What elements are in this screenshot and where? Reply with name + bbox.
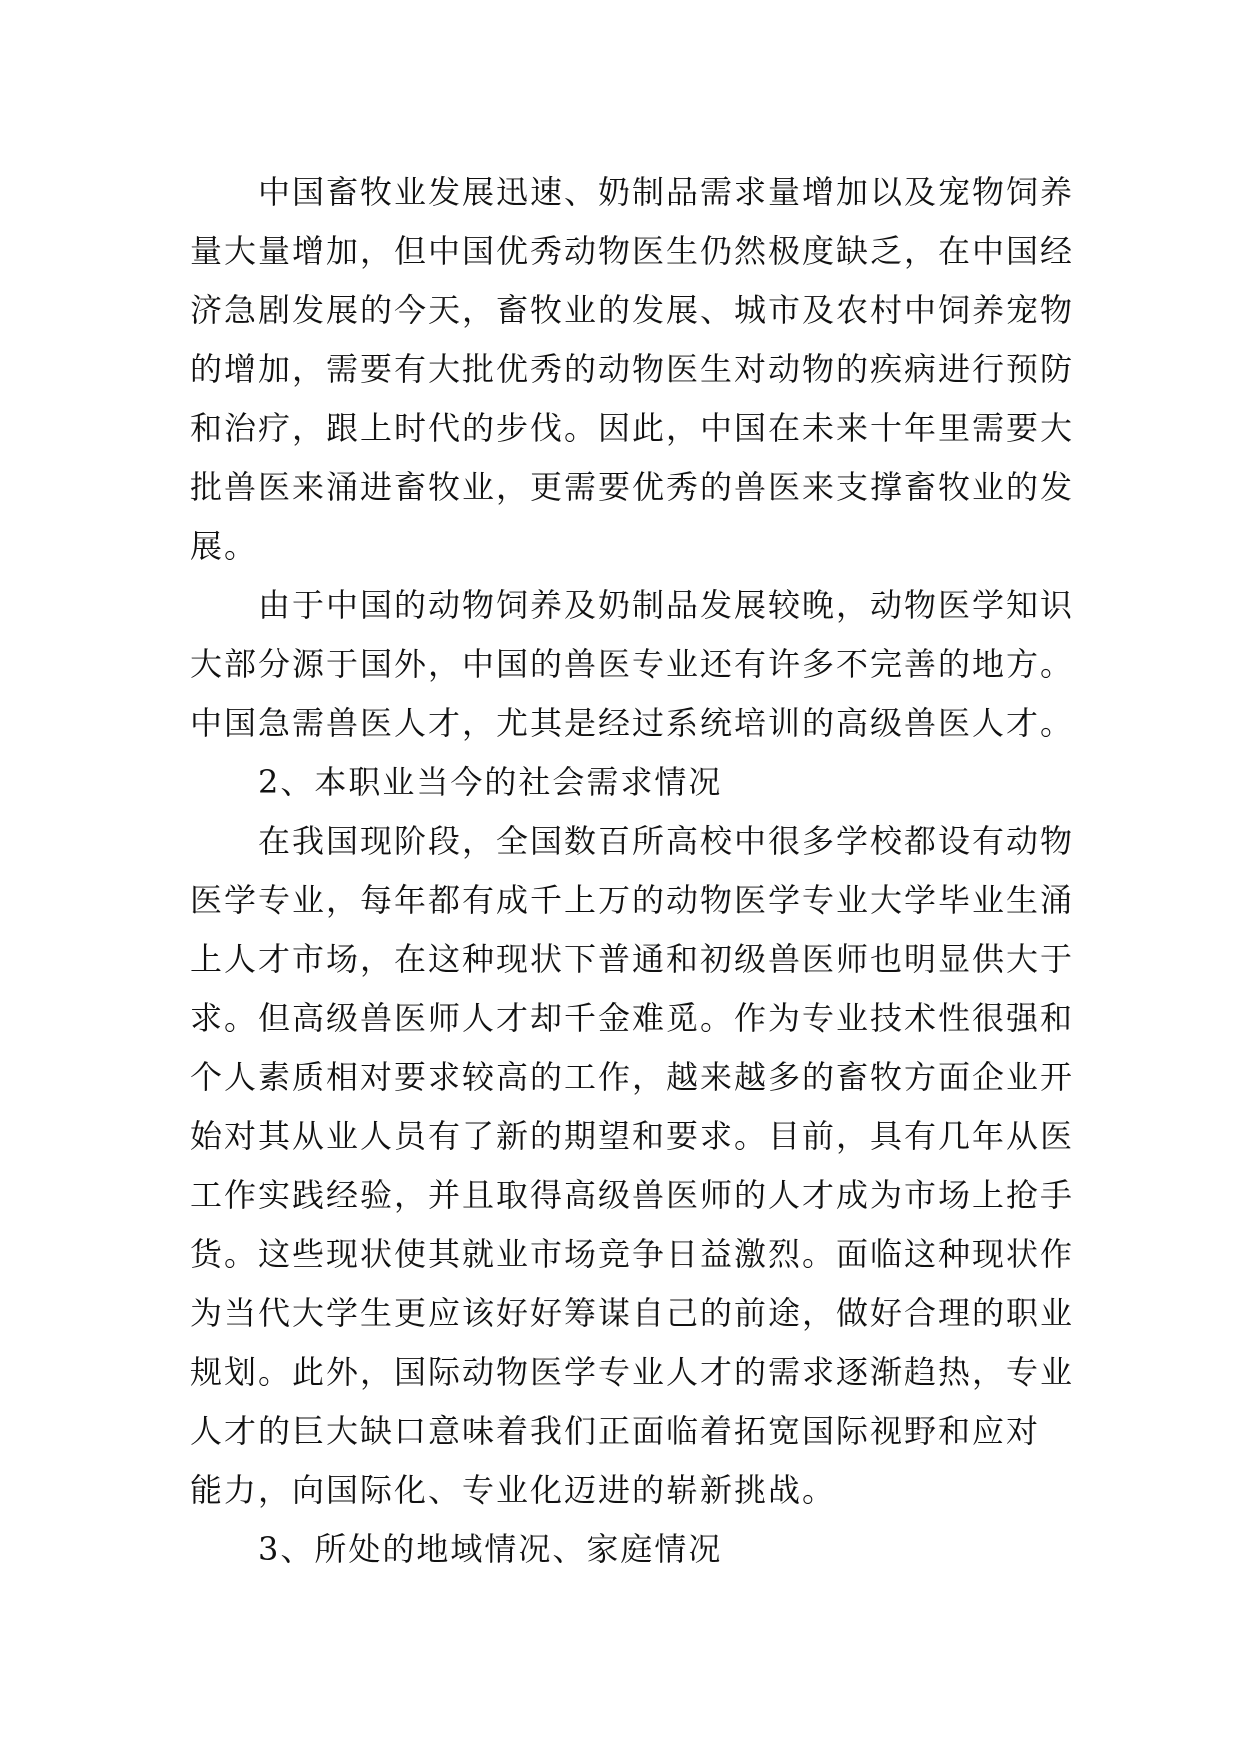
text-line: 能力，向国际化、专业化迈进的崭新挑战。 bbox=[190, 1471, 837, 1509]
section-heading-region-family bbox=[190, 1520, 1090, 1579]
text-line: 批兽医来涌进畜牧业，更需要优秀的兽医来支撑畜牧业的发 bbox=[190, 468, 1075, 506]
text-line: 中国畜牧业发展迅速、奶制品需求量增加以及宠物饲养 bbox=[258, 173, 1075, 211]
text-line: 工作实践经验，并且取得高级兽医师的人才成为市场上抢手 bbox=[190, 1176, 1075, 1214]
document-body bbox=[190, 163, 1090, 1579]
text-line: 始对其从业人员有了新的期望和要求。目前，具有几年从医 bbox=[190, 1117, 1075, 1155]
text-line: 量大量增加，但中国优秀动物医生仍然极度缺乏，在中国经 bbox=[190, 232, 1075, 270]
paragraph-livestock-growth bbox=[190, 163, 1090, 576]
text-line: 货。这些现状使其就业市场竞争日益激烈。面临这种现状作 bbox=[190, 1235, 1075, 1273]
text-line: 人才的巨大缺口意味着我们正面临着拓宽国际视野和应对 bbox=[190, 1412, 1041, 1450]
text-line: 为当代大学生更应该好好筹谋自己的前途，做好合理的职业 bbox=[190, 1294, 1075, 1332]
text-line: 中国急需兽医人才，尤其是经过系统培训的高级兽医人才。 bbox=[190, 704, 1075, 742]
text-line: 规划。此外，国际动物医学专业人才的需求逐渐趋热，专业 bbox=[190, 1353, 1075, 1391]
text-line: 上人才市场，在这种现状下普通和初级兽医师也明显供大于 bbox=[190, 940, 1075, 978]
heading-text: 2、本职业当今的社会需求情况 bbox=[258, 763, 723, 801]
paragraph-vet-shortage bbox=[190, 576, 1090, 753]
text-line: 在我国现阶段，全国数百所高校中很多学校都设有动物 bbox=[258, 822, 1075, 860]
text-line: 由于中国的动物饲养及奶制品发展较晚，动物医学知识 bbox=[258, 586, 1075, 624]
text-line: 济急剧发展的今天，畜牧业的发展、城市及农村中饲养宠物 bbox=[190, 291, 1075, 329]
text-line: 和治疗，跟上时代的步伐。因此，中国在未来十年里需要大 bbox=[190, 409, 1075, 447]
text-line: 个人素质相对要求较高的工作，越来越多的畜牧方面企业开 bbox=[190, 1058, 1075, 1096]
heading-text: 3、所处的地域情况、家庭情况 bbox=[258, 1530, 723, 1568]
text-line: 的增加，需要有大批优秀的动物医生对动物的疾病进行预防 bbox=[190, 350, 1075, 388]
text-line: 求。但高级兽医师人才却千金难觅。作为专业技术性很强和 bbox=[190, 999, 1075, 1037]
section-heading-social-demand bbox=[190, 753, 1090, 812]
text-line: 大部分源于国外，中国的兽医专业还有许多不完善的地方。 bbox=[190, 645, 1075, 683]
text-line: 医学专业，每年都有成千上万的动物医学专业大学毕业生涌 bbox=[190, 881, 1075, 919]
text-line: 展。 bbox=[190, 527, 259, 565]
paragraph-current-demand bbox=[190, 812, 1090, 1520]
